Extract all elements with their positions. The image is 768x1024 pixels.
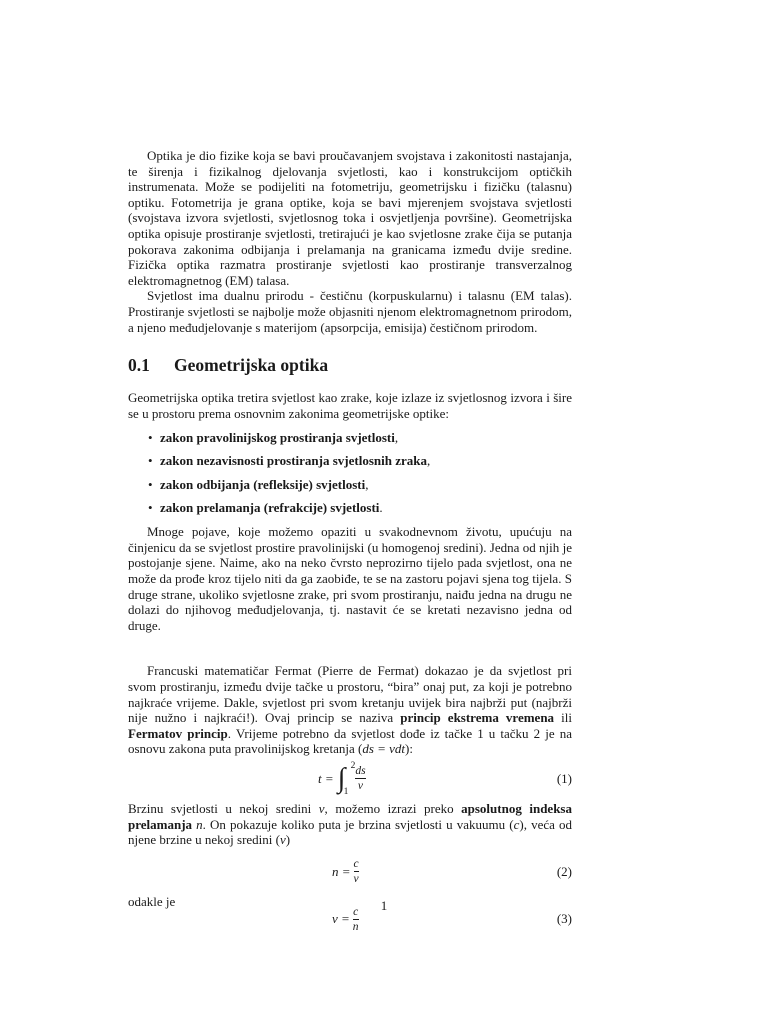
law-text: zakon pravolinijskog prostiranja svjetlosti: [160, 430, 395, 446]
equation-lhs: v =: [332, 911, 350, 927]
intro-paragraph-1: Optika je dio fizike koja se bavi proučavanjem svojstava i zakonitosti nastajanja, te širenja i fizikalnog djelovanja svjetlosti, kao i konstrukcijom optičkih instrumenata. Može se podijeliti na fotometriju, geometrijsku i fizičku (talasnu) optiku. Fotometrija je grana optike, koja se bavi mjerenjem svojstava svjetlosti (svojstava izvora svjetlosti, svjetlosnog toka i osvjetljenja površine). Geometrijska optika opisuje prostiranje svjetlosti, tretirajući je kao svjetlosne zrake čija se putanja pokorava zakonima odbijanja i prelamanja na granicama između dvije sredine. Fizička optika razmatra prostiranje svjetlosti kao prostiranje transverzalnog elektromagnetnog (EM) talasa.: [128, 148, 572, 288]
text-run: ), veća od njene brzine u nekoj sredini (: [128, 816, 573, 848]
math-inline: n: [196, 816, 203, 832]
equation-number: (1): [556, 771, 572, 787]
integral-sign: [337, 760, 356, 798]
section-title: Geometrijska optika: [174, 355, 329, 376]
equation-2: [128, 854, 572, 890]
term-princip-ekstrema: princip ekstrema vremena: [400, 710, 555, 726]
intro-paragraph-2: Svjetlost ima dualnu prirodu - čestičnu (korpuskularnu) i talasnu (EM talas). Prostiranje svjetlosti se najbolje može objasniti njenom elektromagnetnom prirodom, a njeno međudjelovanje s materijom (apsorpcija, emisija) čestičnom prirodom.: [128, 288, 572, 335]
law-punctuation: ,: [394, 430, 399, 446]
fraction-denominator: v: [353, 873, 359, 886]
law-text: zakon nezavisnosti prostiranja svjetlosnih zraka: [160, 453, 427, 469]
fraction-denominator: n: [352, 920, 359, 933]
fraction-numerator: c: [353, 858, 359, 871]
text-run: Francuski matematičar Fermat (Pierre de Fermat) dokazao je da svjetlost pri svom prostiranju, između dvije tačke u prostoru, “bira” onaj put, za koji je potrebno najkraće vrijeme. Dakle, svjetlost pri svom kretanju uvijek bira najbrži put (najbrži nije nužno i najkraći!). Ovaj princip se naziva: [128, 663, 572, 726]
integral-lower-limit: 1: [343, 787, 349, 798]
fraction-numerator: ds: [355, 765, 366, 778]
text-run: ): [285, 832, 291, 848]
list-item: [128, 430, 572, 446]
term-apsolutni-indeks: apsolutnog indeksa prelamanja: [128, 800, 572, 832]
bullet-icon: •: [148, 499, 153, 515]
geo-paragraph-2: Mnoge pojave, koje možemo opaziti u svakodnevnom životu, upućuju na činjenicu da se svjetlost prostire pravolinijski (u homogenoj sredini). Jedna od njih je postojanje sjene. Naime, ako na neko čvrsto neprozirno tijelo pada svjetlost, ona ne može da prođe kroz tijelo niti da ga zaobiđe, te se na zastoru pojavi sjena tog tijela. S druge strane, ukoliko svjetlosne zrake, pri svom prostiranju, naiđu jedna na drugu ne dolazi do njihovog međudjelovanja, tj. nastavit će se kretati nezavisno jedna od druge.: [128, 524, 572, 633]
math-inline: v: [279, 832, 286, 848]
equation-lhs: t =: [318, 771, 334, 787]
math-inline: c: [513, 816, 520, 832]
fraction: [354, 858, 359, 885]
list-item: [128, 477, 572, 493]
section-heading: [128, 355, 572, 375]
text-run: ili: [554, 710, 572, 726]
math-inline: v: [318, 800, 325, 816]
odakle-text: odakle je: [128, 893, 176, 909]
list-item: [128, 500, 572, 516]
law-text: zakon prelamanja (refrakcije) svjetlosti: [160, 499, 380, 515]
integral-symbol: ∫: [337, 762, 346, 794]
fraction-denominator: v: [357, 780, 363, 793]
text-run: . On pokazuje koliko puta je brzina svjetlosti u vakuumu (: [202, 816, 514, 832]
equation-number: (2): [556, 863, 572, 879]
law-punctuation: ,: [427, 453, 431, 469]
law-punctuation: .: [379, 499, 383, 515]
index-paragraph: [128, 801, 572, 848]
term-fermatov-princip: Fermatov princip: [128, 725, 228, 741]
page-number: 1: [380, 898, 388, 913]
text-run: , možemo izrazi preko: [324, 800, 462, 816]
math-inline: ds = vdt: [362, 741, 406, 757]
fraction-numerator: c: [353, 905, 359, 918]
bullet-icon: •: [148, 476, 153, 492]
integral-upper-limit: 2: [350, 760, 356, 771]
equation-number: (3): [556, 911, 572, 927]
text-run: ):: [405, 741, 413, 757]
bullet-icon: •: [148, 453, 153, 469]
paper-page: [128, 148, 572, 939]
law-text: zakon odbijanja (refleksije) svjetlosti: [160, 476, 366, 492]
section-number: 0.1: [128, 355, 150, 376]
fraction: [355, 765, 365, 792]
text-run: . Vrijeme potrebno da svjetlost dođe iz tačke 1 u tačku 2 je na osnovu zakona puta pravolinijskog kretanja (: [128, 725, 573, 757]
law-punctuation: ,: [365, 476, 369, 492]
text-run: Brzinu svjetlosti u nekoj sredini: [128, 800, 319, 816]
equation-1: [128, 759, 572, 799]
laws-list: [128, 430, 572, 515]
bullet-icon: •: [148, 430, 153, 446]
geo-paragraph-1: Geometrijska optika tretira svjetlost kao zrake, koje izlaze iz svjetlosnog izvora i šire se u prostoru prema osnovnim zakonima geometrijske optike:: [128, 390, 572, 421]
list-item: [128, 453, 572, 469]
fermat-paragraph: [128, 663, 572, 757]
equation-lhs: n =: [332, 863, 351, 879]
